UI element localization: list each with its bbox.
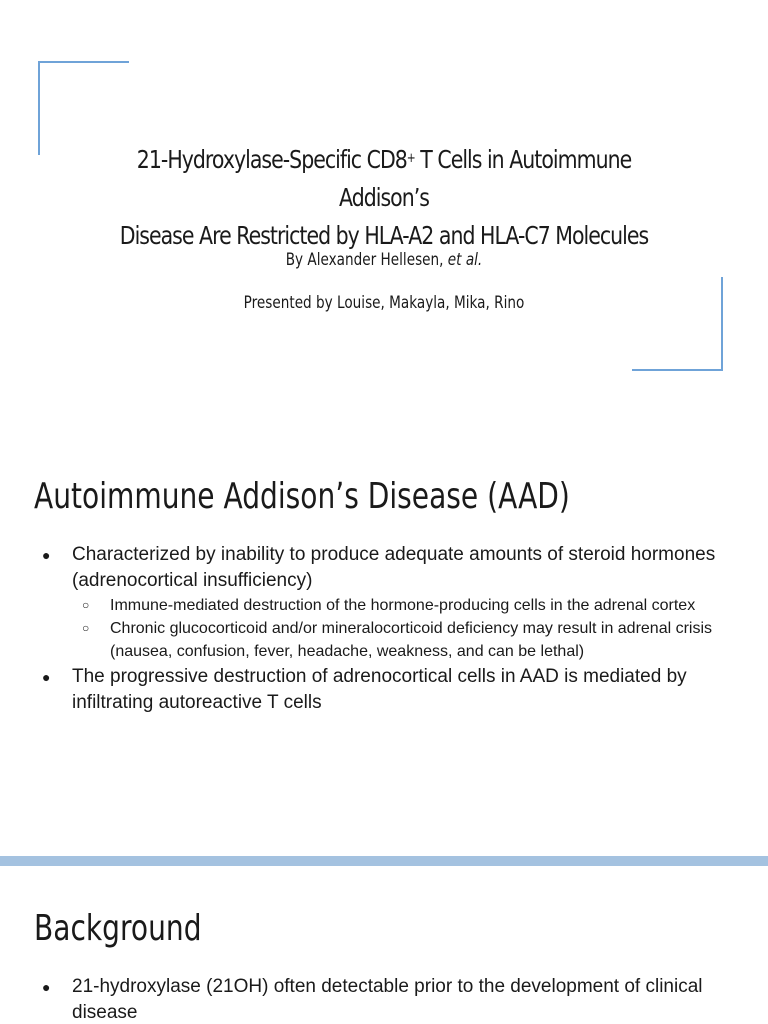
list-item (36, 664, 736, 716)
sub-list-item-text: Chronic glucocorticoid and/or mineralocorticoid deficiency may result in adrenal crisis (nausea, confusion, fever, headache, weakness, and can be lethal) (110, 620, 713, 660)
slide-heading: Background (34, 908, 202, 949)
list-item-text: The progressive destruction of adrenocortical cells in AAD is mediated by infiltrating autoreactive T cells (72, 666, 687, 713)
bullet-list (36, 974, 736, 1024)
slide-divider (0, 856, 768, 866)
bullet-list (36, 542, 736, 717)
sub-list-item-text: Immune-mediated destruction of the hormone-producing cells in the adrenal cortex (110, 597, 696, 614)
sub-list-item (72, 594, 736, 617)
corner-bracket-top-left (38, 61, 129, 63)
byline-et-al: et al. (447, 250, 483, 270)
sub-list-item (72, 617, 736, 663)
list-item (36, 542, 736, 663)
list-item-text: 21-hydroxylase (21OH) often detectable prior to the development of clinical disease (72, 976, 703, 1023)
title-line-2: Disease Are Restricted by HLA-A2 and HLA-C7 Molecules (119, 221, 649, 250)
title-line-1-end: T Cells in Autoimmune Addison’s (339, 145, 632, 212)
byline-author: By Alexander Hellesen, (285, 250, 448, 270)
list-item (36, 974, 736, 1024)
bullet-circle-icon: ○ (82, 621, 90, 635)
title-slide (0, 0, 768, 432)
corner-bracket-top-left-vertical (38, 61, 40, 155)
background-slide (0, 866, 768, 1024)
title-line-1-start: 21-Hydroxylase-Specific CD8 (136, 145, 407, 174)
author-byline (109, 246, 659, 274)
bullet-circle-icon: ○ (82, 598, 90, 612)
aad-slide (0, 432, 768, 856)
sub-bullet-list (72, 594, 736, 663)
corner-bracket-bottom-right (632, 369, 723, 371)
presenters-line: Presented by Louise, Makayla, Mika, Rino (243, 293, 525, 313)
title-superscript: + (406, 151, 415, 166)
presentation-title (102, 140, 666, 255)
list-item-text: Characterized by inability to produce adequate amounts of steroid hormones (adrenocortical insufficiency) (72, 544, 716, 591)
slide-heading: Autoimmune Addison’s Disease (AAD) (34, 476, 570, 517)
corner-bracket-bottom-right-vertical (721, 277, 723, 371)
bullet-dot-icon: ● (42, 669, 51, 685)
bullet-dot-icon: ● (42, 547, 51, 563)
bullet-dot-icon: ● (42, 979, 51, 995)
